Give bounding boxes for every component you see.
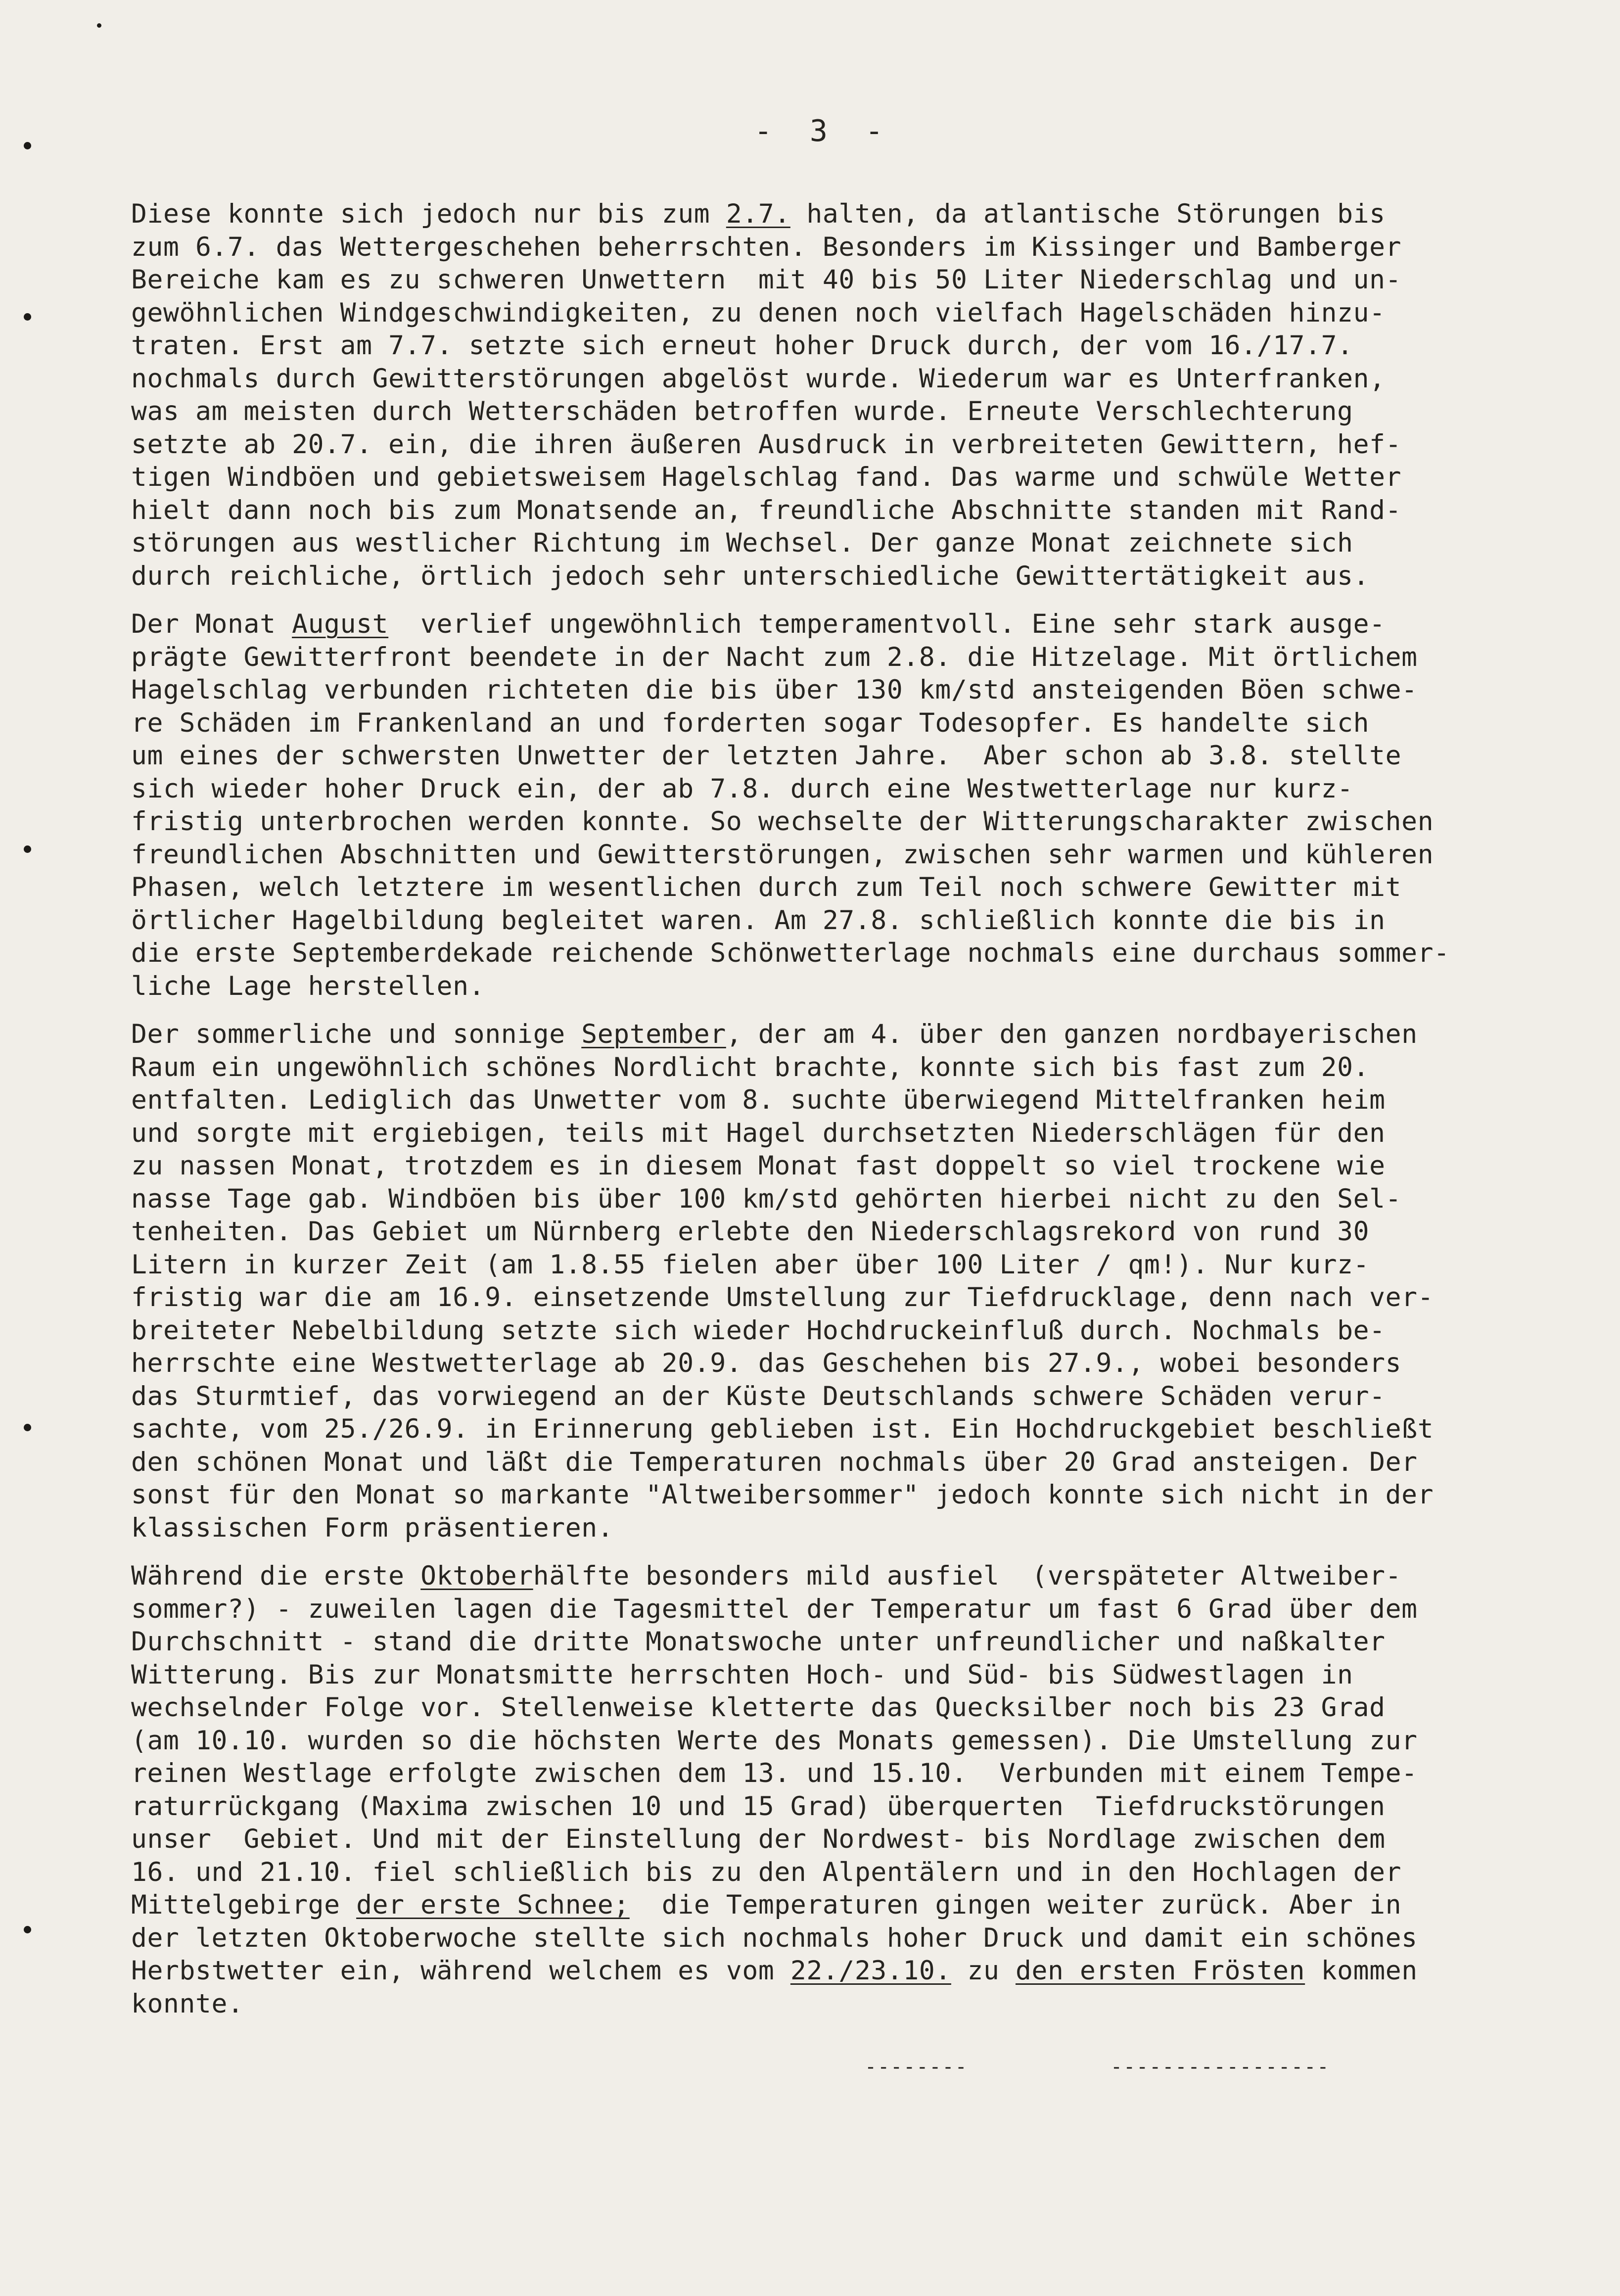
text-line bbox=[131, 395, 1588, 428]
text-run: Hagelschlag verbunden richteten die bis über 130 km/std ansteigenden Böen schwe- bbox=[131, 675, 1418, 705]
text-line bbox=[131, 1051, 1588, 1084]
text-run: liche Lage herstellen. bbox=[131, 971, 485, 1001]
text-run: störungen aus westlicher Richtung im Wechsel. Der ganze Monat zeichnete sich bbox=[131, 528, 1353, 558]
text-run: sachte, vom 25./26.9. in Erinnerung geblieben ist. Ein Hochdruckgebiet beschließt bbox=[131, 1414, 1434, 1444]
punch-hole bbox=[24, 1926, 31, 1933]
text-line bbox=[131, 560, 1588, 593]
paragraph bbox=[131, 608, 1588, 1003]
text-line bbox=[131, 1823, 1588, 1856]
text-run: herrschte eine Westwetterlage ab 20.9. das Geschehen bis 27.9., wobei besonders bbox=[131, 1348, 1402, 1378]
text-run: zu bbox=[951, 1956, 1016, 1986]
text-line bbox=[131, 641, 1588, 674]
punch-hole bbox=[24, 1424, 31, 1431]
text-run: , der am 4. über den ganzen nordbayerischen bbox=[726, 1019, 1418, 1049]
punch-hole bbox=[24, 142, 31, 149]
text-line bbox=[131, 428, 1588, 462]
body-text bbox=[131, 198, 1588, 2036]
text-run: gewöhnlichen Windgeschwindigkeiten, zu denen noch vielfach Hagelschäden hinzu- bbox=[131, 297, 1386, 328]
text-run: die Temperaturen gingen weiter zurück. Aber in bbox=[629, 1890, 1402, 1920]
underlined-text: den ersten Frösten bbox=[1016, 1956, 1305, 1986]
underlined-text: August bbox=[292, 609, 389, 639]
text-line bbox=[131, 231, 1588, 264]
text-line bbox=[131, 1084, 1588, 1117]
text-line bbox=[131, 1659, 1588, 1692]
text-run: raturrückgang (Maxima zwischen 10 und 15 Grad) überquerten Tiefdruckstörungen bbox=[131, 1791, 1386, 1822]
text-line bbox=[131, 1380, 1588, 1413]
text-run: nochmals durch Gewitterstörungen abgelöst wurde. Wiederum war es Unterfranken, bbox=[131, 363, 1386, 394]
text-run: Der sommerliche und sonnige bbox=[131, 1019, 582, 1049]
text-run: kommen bbox=[1305, 1956, 1418, 1986]
text-line bbox=[131, 1955, 1588, 1988]
text-line bbox=[131, 264, 1588, 297]
text-run: (am 10.10. wurden so die höchsten Werte des Monats gemessen). Die Umstellung zur bbox=[131, 1725, 1418, 1756]
text-line bbox=[131, 1593, 1588, 1626]
text-line bbox=[131, 937, 1588, 970]
text-line bbox=[131, 904, 1588, 937]
text-run: Mittelgebirge bbox=[131, 1890, 357, 1920]
text-line bbox=[131, 1018, 1588, 1051]
text-line bbox=[131, 1446, 1588, 1479]
text-line bbox=[131, 1922, 1588, 1955]
text-run: wechselnder Folge vor. Stellenweise kletterte das Quecksilber noch bis 23 Grad bbox=[131, 1692, 1386, 1723]
underlined-text: 2.7. bbox=[726, 199, 790, 229]
text-run: der letzten Oktoberwoche stellte sich nochmals hoher Druck und damit ein schönes bbox=[131, 1922, 1418, 1953]
text-line bbox=[131, 871, 1588, 904]
text-run: örtlicher Hagelbildung begleitet waren. Am 27.8. schließlich konnte die bis in bbox=[131, 905, 1386, 936]
text-line bbox=[131, 970, 1588, 1003]
text-line bbox=[131, 329, 1588, 363]
text-run: reinen Westlage erfolgte zwischen dem 13. und 15.10. Verbunden mit einem Tempe- bbox=[131, 1758, 1418, 1788]
text-run: das Sturmtief, das vorwiegend an der Küste Deutschlands schwere Schäden verur- bbox=[131, 1381, 1386, 1411]
text-line bbox=[131, 1150, 1588, 1183]
text-run: klassischen Form präsentieren. bbox=[131, 1512, 614, 1543]
text-line bbox=[131, 1757, 1588, 1790]
text-line bbox=[131, 198, 1588, 231]
text-run: Herbstwetter ein, während welchem es vom bbox=[131, 1956, 790, 1986]
text-run: tenheiten. Das Gebiet um Nürnberg erlebte den Niederschlagsrekord von rund 30 bbox=[131, 1217, 1370, 1247]
text-run: Der Monat bbox=[131, 609, 292, 639]
text-line bbox=[131, 494, 1588, 527]
text-run: fristig war die am 16.9. einsetzende Umstellung zur Tiefdrucklage, denn nach ver- bbox=[131, 1282, 1434, 1312]
text-run: sonst für den Monat so markante "Altweibersommer" jedoch konnte sich nicht in der bbox=[131, 1480, 1434, 1510]
separator-dashes: -------- bbox=[865, 2056, 968, 2078]
text-run: hielt dann noch bis zum Monatsende an, freundliche Abschnitte standen mit Rand- bbox=[131, 495, 1402, 525]
text-run: den schönen Monat und läßt die Temperaturen nochmals über 20 Grad ansteigen. Der bbox=[131, 1447, 1418, 1477]
text-line bbox=[131, 1512, 1588, 1545]
text-line bbox=[131, 461, 1588, 494]
paragraph bbox=[131, 1018, 1588, 1545]
text-run: Während die erste bbox=[131, 1561, 421, 1591]
underlined-text: September bbox=[581, 1019, 726, 1049]
text-line bbox=[131, 1988, 1588, 2021]
text-line bbox=[131, 1856, 1588, 1889]
text-run: re Schäden im Frankenland an und forderten sogar Todesopfer. Es handelte sich bbox=[131, 707, 1370, 738]
text-run: traten. Erst am 7.7. setzte sich erneut hoher Druck durch, der vom 16./17.7. bbox=[131, 330, 1353, 361]
text-run: um eines der schwersten Unwetter der letzten Jahre. Aber schon ab 3.8. stellte bbox=[131, 741, 1402, 771]
separator-dashes: ----------------- bbox=[1111, 2056, 1330, 2078]
text-run: hälfte besonders mild ausfiel (verspäteter Altweiber- bbox=[533, 1561, 1402, 1591]
text-run: freundlichen Abschnitten und Gewitterstörungen, zwischen sehr warmen und kühleren bbox=[131, 839, 1434, 870]
text-line bbox=[131, 1216, 1588, 1249]
text-line bbox=[131, 674, 1588, 707]
text-line bbox=[131, 1560, 1588, 1593]
text-line bbox=[131, 773, 1588, 806]
text-run: und sorgte mit ergiebigen, teils mit Hagel durchsetzten Niederschlägen für den bbox=[131, 1118, 1386, 1148]
text-run: durch reichliche, örtlich jedoch sehr unterschiedliche Gewittertätigkeit aus. bbox=[131, 561, 1370, 591]
text-run: halten, da atlantische Störungen bis bbox=[790, 199, 1386, 229]
text-line bbox=[131, 1281, 1588, 1314]
text-line bbox=[131, 1725, 1588, 1758]
text-run: Diese konnte sich jedoch nur bis zum bbox=[131, 199, 726, 229]
text-run: Raum ein ungewöhnlich schönes Nordlicht brachte, konnte sich bis fast zum 20. bbox=[131, 1052, 1370, 1082]
text-run: 16. und 21.10. fiel schließlich bis zu den Alpentälern und in den Hochlagen der bbox=[131, 1857, 1402, 1887]
text-run: zum 6.7. das Wettergeschehen beherrschten. Besonders im Kissinger und Bamberger bbox=[131, 232, 1402, 262]
text-run: Litern in kurzer Zeit (am 1.8.55 fielen aber über 100 Liter / qm!). Nur kurz- bbox=[131, 1249, 1370, 1280]
text-line bbox=[131, 1183, 1588, 1216]
punch-hole bbox=[24, 845, 31, 853]
text-run: verlief ungewöhnlich temperamentvoll. Eine sehr stark ausge- bbox=[388, 609, 1386, 639]
text-line bbox=[131, 608, 1588, 641]
text-line bbox=[131, 297, 1588, 330]
paragraph bbox=[131, 1560, 1588, 2020]
text-run: fristig unterbrochen werden konnte. So wechselte der Witterungscharakter zwischen bbox=[131, 806, 1434, 837]
text-run: entfalten. Lediglich das Unwetter vom 8. suchte überwiegend Mittelfranken heim bbox=[131, 1085, 1386, 1115]
text-run: Bereiche kam es zu schweren Unwettern mit 40 bis 50 Liter Niederschlag und un- bbox=[131, 265, 1402, 295]
text-run: unser Gebiet. Und mit der Einstellung der Nordwest- bis Nordlage zwischen dem bbox=[131, 1824, 1386, 1854]
text-run: Phasen, welch letztere im wesentlichen durch zum Teil noch schwere Gewitter mit bbox=[131, 872, 1402, 902]
page-number: - 3 - bbox=[754, 114, 893, 148]
text-run: Witterung. Bis zur Monatsmitte herrschten Hoch- und Süd- bis Südwestlagen in bbox=[131, 1659, 1353, 1690]
text-run: zu nassen Monat, trotzdem es in diesem Monat fast doppelt so viel trockene wie bbox=[131, 1151, 1386, 1181]
text-line bbox=[131, 1314, 1588, 1348]
text-run: was am meisten durch Wetterschäden betroffen wurde. Erneute Verschlechterung bbox=[131, 396, 1353, 426]
text-line bbox=[131, 740, 1588, 773]
text-line bbox=[131, 363, 1588, 396]
text-run: Durchschnitt - stand die dritte Monatswoche unter unfreundlicher und naßkalter bbox=[131, 1627, 1386, 1657]
paragraph bbox=[131, 198, 1588, 593]
text-line bbox=[131, 1691, 1588, 1725]
text-run: breiteter Nebelbildung setzte sich wieder Hochdruckeinfluß durch. Nochmals be- bbox=[131, 1315, 1386, 1346]
text-line bbox=[131, 1790, 1588, 1824]
text-line bbox=[131, 1889, 1588, 1922]
underlined-text: Oktober bbox=[420, 1561, 533, 1591]
text-line bbox=[131, 1117, 1588, 1150]
text-line bbox=[131, 527, 1588, 560]
text-line bbox=[131, 1347, 1588, 1380]
text-run: sich wieder hoher Druck ein, der ab 7.8. durch eine Westwetterlage nur kurz- bbox=[131, 773, 1353, 804]
text-run: tigen Windböen und gebietsweisem Hagelschlag fand. Das warme und schwüle Wetter bbox=[131, 462, 1402, 492]
text-run: prägte Gewitterfront beendete in der Nacht zum 2.8. die Hitzelage. Mit örtlichem bbox=[131, 642, 1418, 672]
underlined-text: 22./23.10. bbox=[790, 1956, 951, 1986]
underlined-text: der erste Schnee; bbox=[356, 1890, 630, 1920]
text-line bbox=[131, 1249, 1588, 1282]
text-run: nasse Tage gab. Windböen bis über 100 km/std gehörten hierbei nicht zu den Sel- bbox=[131, 1183, 1402, 1214]
text-run: sommer?) - zuweilen lagen die Tagesmittel der Temperatur um fast 6 Grad über dem bbox=[131, 1593, 1418, 1624]
text-run: setzte ab 20.7. ein, die ihren äußeren Ausdruck in verbreiteten Gewittern, hef- bbox=[131, 429, 1402, 460]
text-line bbox=[131, 1413, 1588, 1446]
text-run: konnte. bbox=[131, 1988, 244, 2019]
text-line bbox=[131, 805, 1588, 839]
text-line bbox=[131, 839, 1588, 872]
text-line bbox=[131, 1479, 1588, 1512]
punch-hole bbox=[24, 313, 31, 321]
punch-hole bbox=[97, 23, 101, 28]
text-line bbox=[131, 707, 1588, 740]
text-line bbox=[131, 1626, 1588, 1659]
text-run: die erste Septemberdekade reichende Schönwetterlage nochmals eine durchaus sommer- bbox=[131, 938, 1450, 968]
